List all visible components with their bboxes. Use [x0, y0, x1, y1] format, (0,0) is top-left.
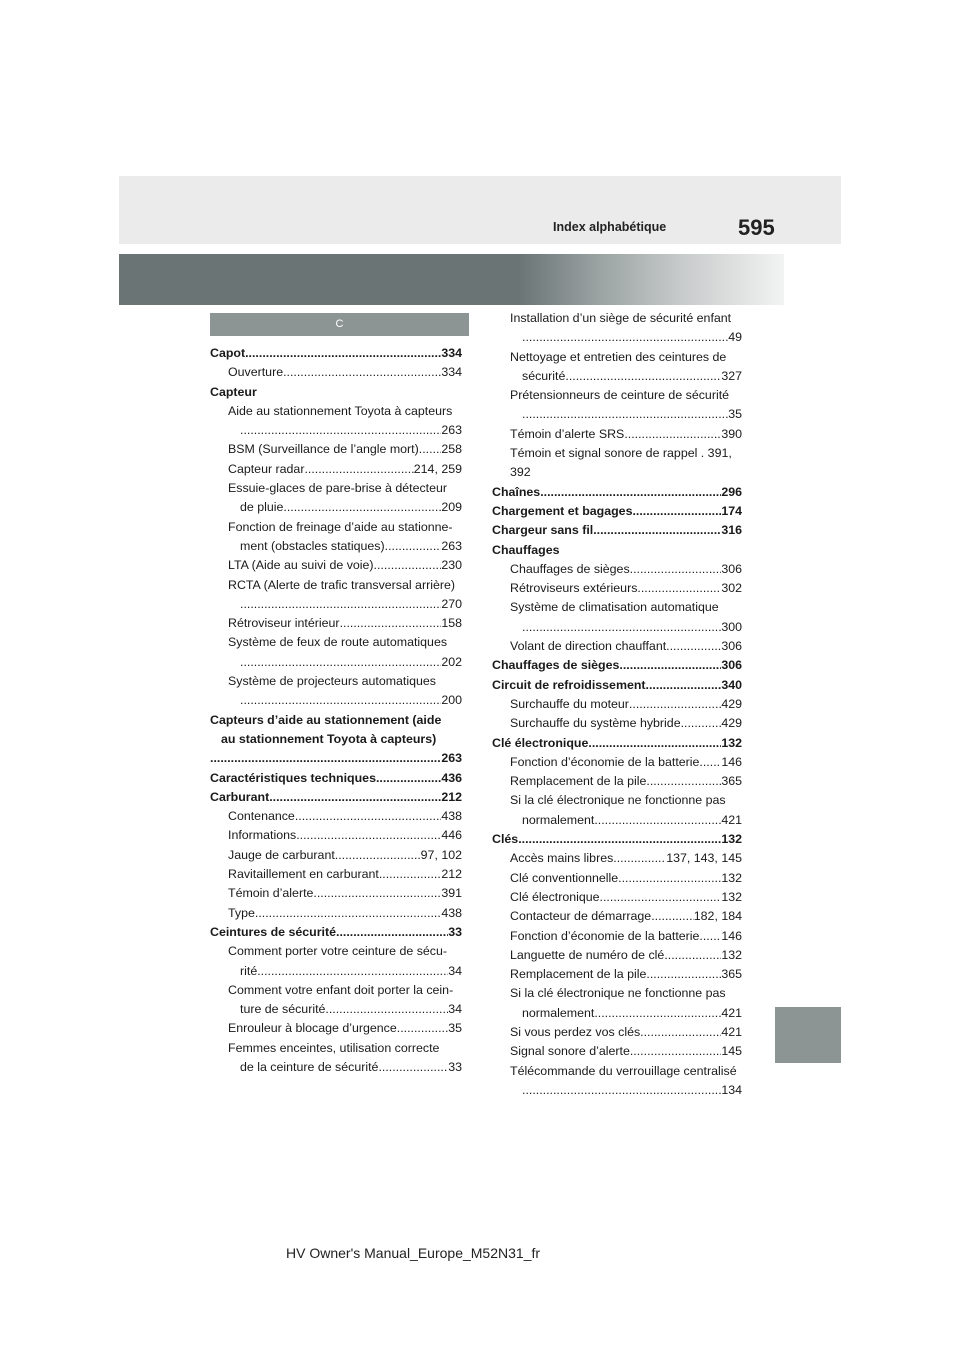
entry-page-ref: 316	[721, 523, 742, 538]
entry-page-ref: 146	[721, 754, 742, 769]
dot-leader	[257, 962, 448, 981]
dot-leader	[419, 440, 442, 459]
index-entry	[492, 984, 742, 1003]
index-entry	[492, 772, 742, 791]
index-entry	[492, 849, 742, 868]
entry-page-ref: 97, 102	[420, 847, 462, 862]
entry-page-ref: 214, 259	[413, 461, 462, 476]
entry-label: Chauffages de sièges	[510, 561, 630, 576]
entry-label: Enrouleur à blocage d’urgence	[228, 1021, 397, 1036]
entry-label: Rétroviseur intérieur	[228, 616, 340, 631]
dot-leader	[699, 927, 721, 946]
dot-leader	[283, 363, 441, 382]
dot-leader	[385, 537, 442, 556]
entry-label: Clé conventionnelle	[510, 870, 619, 885]
entry-label: Type	[228, 905, 255, 920]
entry-label: Rétroviseurs extérieurs	[510, 581, 638, 596]
entry-label: ment (obstacles statiques)	[240, 538, 385, 553]
entry-page-ref: 132	[721, 735, 742, 750]
entry-page-ref: 258	[441, 442, 462, 457]
dot-leader	[376, 769, 441, 788]
index-entry	[210, 498, 462, 517]
entry-label: Si la clé électronique ne fonctionne pas	[510, 986, 726, 1001]
index-column-left	[210, 344, 462, 1077]
dot-leader	[240, 421, 441, 440]
dot-leader	[619, 656, 721, 675]
entry-label: Femmes enceintes, utilisation correcte	[228, 1040, 440, 1055]
dot-leader	[646, 772, 721, 791]
entry-label: Caractéristiques techniques	[210, 770, 376, 785]
index-entry	[492, 463, 742, 482]
entry-label: rité	[240, 963, 258, 978]
dot-leader	[325, 1000, 448, 1019]
section-title: Index alphabétique	[553, 220, 667, 234]
entry-page-ref: 209	[441, 500, 462, 515]
index-entry	[210, 807, 462, 826]
dot-leader	[651, 907, 694, 926]
index-entry	[210, 344, 462, 363]
index-entry	[210, 942, 462, 961]
entry-page-ref: 421	[721, 1024, 742, 1039]
index-entry	[210, 923, 462, 942]
entry-label: Volant de direction chauffant	[510, 639, 667, 654]
entry-page-ref: 49	[728, 330, 742, 345]
entry-page-ref: 300	[721, 619, 742, 634]
entry-page-ref: 34	[448, 963, 462, 978]
index-entry	[210, 402, 462, 421]
dot-leader	[594, 811, 721, 830]
entry-label: Clé électronique	[510, 889, 600, 904]
index-entry	[210, 962, 462, 981]
index-entry	[492, 367, 742, 386]
dot-leader	[565, 367, 721, 386]
entry-page-ref: 132	[721, 947, 742, 962]
entry-label: Signal sonore d’alerte	[510, 1044, 630, 1059]
index-column-right	[492, 309, 742, 1100]
dot-leader	[240, 595, 441, 614]
entry-label: Comment votre enfant doit porter la cein-	[228, 982, 454, 997]
index-entry	[492, 328, 742, 347]
index-entry	[492, 1062, 742, 1081]
entry-label: Fonction d’économie de la batterie	[510, 754, 700, 769]
entry-page-ref: 438	[441, 905, 462, 920]
entry-label: Télécommande du verrouillage centralisé	[510, 1063, 737, 1078]
index-entry	[492, 734, 742, 753]
index-entry	[210, 769, 462, 788]
entry-label: LTA (Aide au suivi de voie)	[228, 558, 374, 573]
entry-label: Essuie-glaces de pare-brise à détecteur	[228, 481, 448, 496]
dot-leader	[340, 614, 442, 633]
index-entry	[210, 826, 462, 845]
index-entry	[492, 386, 742, 405]
entry-page-ref: 146	[721, 928, 742, 943]
entry-page-ref: 33	[448, 924, 462, 939]
index-entry	[210, 556, 462, 575]
dot-leader	[630, 560, 722, 579]
index-entry	[492, 695, 742, 714]
entry-label: Surchauffe du système hybride	[510, 716, 681, 731]
entry-page-ref: 306	[721, 639, 742, 654]
dot-leader	[681, 714, 722, 733]
index-entry	[210, 363, 462, 382]
entry-page-ref: 182, 184	[693, 909, 742, 924]
dot-leader	[522, 328, 728, 347]
dot-leader	[397, 1019, 448, 1038]
index-entry	[492, 888, 742, 907]
dot-leader	[336, 923, 448, 942]
entry-label: Ouverture	[228, 365, 284, 380]
entry-label: 392	[510, 465, 531, 480]
entry-page-ref: 270	[441, 596, 462, 611]
index-entry	[492, 483, 742, 502]
entry-label: de la ceinture de sécurité	[240, 1059, 379, 1074]
index-entry	[210, 653, 462, 672]
entry-label: Remplacement de la pile	[510, 967, 647, 982]
entry-page-ref: 421	[721, 1005, 742, 1020]
index-entry	[492, 1004, 742, 1023]
entry-page-ref: 263	[441, 538, 462, 553]
index-entry	[492, 618, 742, 637]
entry-label: Chaînes	[492, 484, 541, 499]
entry-page-ref: 200	[441, 693, 462, 708]
dot-leader	[295, 807, 441, 826]
index-entry	[492, 309, 742, 328]
entry-label: Capteur radar	[228, 461, 305, 476]
index-entry	[210, 1058, 462, 1077]
index-entry	[492, 1042, 742, 1061]
index-entry	[492, 869, 742, 888]
entry-label: normalement	[522, 812, 595, 827]
entry-page-ref: 145	[721, 1044, 742, 1059]
entry-label: Aide au stationnement Toyota à capteurs	[228, 403, 453, 418]
index-entry	[492, 927, 742, 946]
entry-label: Nettoyage et entretien des ceintures de	[510, 349, 727, 364]
entry-label: Chargeur sans fil	[492, 523, 594, 538]
entry-page-ref: 263	[441, 751, 462, 766]
entry-label: Surchauffe du moteur	[510, 696, 629, 711]
index-entry	[210, 595, 462, 614]
entry-label: Contenance	[228, 809, 295, 824]
dot-leader	[240, 691, 441, 710]
entry-label: Si vous perdez vos clés	[510, 1024, 641, 1039]
index-entry	[492, 425, 742, 444]
dot-leader	[379, 865, 441, 884]
index-entry	[210, 788, 462, 807]
entry-label: Carburant	[210, 789, 270, 804]
index-thumb-tab	[775, 1007, 841, 1063]
index-entry	[492, 714, 742, 733]
index-entry	[210, 614, 462, 633]
index-entry	[492, 598, 742, 617]
entry-page-ref: 390	[721, 426, 742, 441]
entry-label: Capot	[210, 346, 246, 360]
entry-label: Fonction d’économie de la batterie	[510, 928, 700, 943]
dot-leader	[313, 884, 441, 903]
entry-page-ref: 446	[441, 828, 462, 843]
dot-leader	[618, 869, 721, 888]
entry-label: RCTA (Alerte de trafic transversal arrière)	[228, 577, 455, 592]
dot-leader	[588, 734, 721, 753]
index-entry	[210, 576, 462, 595]
entry-page-ref: 296	[721, 484, 742, 499]
index-entry	[492, 965, 742, 984]
index-entry	[492, 907, 742, 926]
entry-label: Témoin et signal sonore de rappel . 391,	[510, 446, 732, 461]
index-entry	[492, 560, 742, 579]
index-entry	[492, 946, 742, 965]
index-entry	[210, 672, 462, 691]
entry-page-ref: 158	[441, 616, 462, 631]
index-entry	[210, 537, 462, 556]
entry-page-ref: 306	[721, 561, 742, 576]
index-entry	[210, 440, 462, 459]
entry-page-ref: 35	[448, 1021, 462, 1036]
entry-label: Si la clé électronique ne fonctionne pas	[510, 793, 726, 808]
entry-page-ref: 212	[441, 789, 462, 804]
index-entry	[210, 730, 462, 749]
index-entry	[492, 444, 742, 463]
dot-leader	[699, 753, 721, 772]
entry-label: au stationnement Toyota à capteurs)	[221, 731, 437, 746]
entry-label: Clé électronique	[492, 735, 589, 750]
dot-leader	[640, 1023, 721, 1042]
entry-page-ref: 391	[441, 886, 462, 901]
index-entry	[210, 846, 462, 865]
dot-leader	[210, 749, 441, 768]
entry-page-ref: 132	[721, 889, 742, 904]
entry-page-ref: 421	[721, 812, 742, 827]
entry-label: Contacteur de démarrage	[510, 909, 652, 924]
entry-label: Système de feux de route automatiques	[228, 635, 448, 650]
entry-label: Chauffages	[492, 542, 560, 557]
dot-leader	[664, 946, 721, 965]
entry-label: Chargement et bagages	[492, 503, 633, 518]
index-entry	[492, 348, 742, 367]
entry-label: Jauge de carburant	[228, 847, 335, 862]
index-entry	[210, 749, 462, 768]
index-entry	[492, 1081, 742, 1100]
index-entry	[492, 656, 742, 675]
entry-page-ref: 132	[721, 832, 742, 847]
entry-label: Comment porter votre ceinture de sécu-	[228, 944, 447, 959]
index-entry	[210, 518, 462, 537]
entry-page-ref: 334	[441, 365, 462, 380]
section-letter: C	[210, 313, 469, 336]
index-entry	[492, 791, 742, 810]
dot-leader	[522, 618, 721, 637]
dot-leader	[378, 1058, 448, 1077]
dot-leader	[522, 405, 728, 424]
entry-page-ref: 35	[728, 407, 742, 422]
dot-leader	[630, 1042, 721, 1061]
dot-leader	[374, 556, 442, 575]
index-entry	[210, 460, 462, 479]
entry-label: Chauffages de sièges	[492, 658, 620, 673]
dot-leader	[518, 830, 721, 849]
entry-label: Système de climatisation automatique	[510, 600, 719, 615]
dot-leader	[335, 846, 421, 865]
entry-label: Ravitaillement en carburant	[228, 867, 379, 882]
index-entry	[492, 811, 742, 830]
index-entry	[492, 502, 742, 521]
dot-leader	[593, 521, 721, 540]
entry-page-ref: 137, 143, 145	[666, 851, 742, 866]
entry-label: Informations	[228, 828, 297, 843]
entry-page-ref: 230	[441, 558, 462, 573]
entry-page-ref: 263	[441, 423, 462, 438]
entry-label: Circuit de refroidissement	[492, 677, 646, 692]
index-entry	[492, 637, 742, 656]
index-entry	[492, 541, 742, 560]
dot-leader	[632, 502, 721, 521]
entry-label: normalement	[522, 1005, 595, 1020]
entry-label: Prétensionneurs de ceinture de sécurité	[510, 388, 730, 403]
entry-page-ref: 174	[721, 503, 742, 518]
index-entry	[210, 865, 462, 884]
dot-leader	[522, 1081, 721, 1100]
dot-leader	[600, 888, 722, 907]
dot-leader	[594, 1004, 721, 1023]
index-entry	[210, 1000, 462, 1019]
dot-leader	[255, 904, 441, 923]
entry-page-ref: 436	[441, 770, 462, 785]
index-entry	[492, 1023, 742, 1042]
title-bar	[119, 254, 784, 305]
index-entry	[210, 633, 462, 652]
entry-page-ref: 202	[441, 654, 462, 669]
dot-leader	[646, 965, 721, 984]
entry-label: Système de projecteurs automatiques	[228, 674, 436, 689]
dot-leader	[245, 344, 441, 363]
entry-page-ref: 34	[448, 1002, 462, 1017]
entry-page-ref: 429	[721, 696, 742, 711]
index-entry	[492, 579, 742, 598]
entry-label: de pluie	[240, 500, 284, 515]
entry-label: ture de sécurité	[240, 1002, 326, 1017]
index-entry	[210, 904, 462, 923]
entry-label: Installation d’un siège de sécurité enfant	[510, 311, 732, 325]
entry-page-ref: 340	[721, 677, 742, 692]
entry-label: Ceintures de sécurité	[210, 924, 337, 939]
dot-leader	[613, 849, 666, 868]
index-entry	[210, 1019, 462, 1038]
entry-page-ref: 365	[721, 774, 742, 789]
dot-leader	[629, 695, 721, 714]
entry-page-ref: 334	[441, 346, 462, 360]
entry-label: BSM (Surveillance de l’angle mort)	[228, 442, 419, 457]
index-entry	[210, 421, 462, 440]
entry-page-ref: 327	[721, 368, 742, 383]
index-entry	[492, 405, 742, 424]
entry-label: Capteurs d’aide au stationnement (aide	[210, 712, 442, 727]
entry-page-ref: 33	[448, 1059, 462, 1074]
dot-leader	[240, 653, 441, 672]
dot-leader	[269, 788, 441, 807]
index-entry	[210, 383, 462, 402]
dot-leader	[646, 676, 722, 695]
index-entry	[210, 711, 462, 730]
dot-leader	[296, 826, 441, 845]
entry-label: Accès mains libres	[510, 851, 614, 866]
dot-leader	[624, 425, 721, 444]
dot-leader	[540, 483, 721, 502]
entry-page-ref: 134	[721, 1082, 742, 1097]
entry-page-ref: 306	[721, 658, 742, 673]
index-entry	[210, 691, 462, 710]
entry-page-ref: 132	[721, 870, 742, 885]
entry-page-ref: 438	[441, 809, 462, 824]
index-entry	[210, 1039, 462, 1058]
entry-label: Témoin d’alerte	[228, 886, 314, 901]
footer-text: HV Owner's Manual_Europe_M52N31_fr	[286, 1245, 541, 1261]
entry-page-ref: 429	[721, 716, 742, 731]
entry-label: Languette de numéro de clé	[510, 947, 665, 962]
index-entry	[210, 884, 462, 903]
entry-label: Capteur	[210, 384, 257, 399]
dot-leader	[304, 460, 413, 479]
dot-leader	[666, 637, 721, 656]
page-number: 595	[738, 215, 775, 240]
index-entry	[492, 521, 742, 540]
index-entry	[492, 753, 742, 772]
header-band	[119, 176, 841, 244]
index-entry	[210, 479, 462, 498]
entry-page-ref: 212	[441, 867, 462, 882]
index-entry	[492, 830, 742, 849]
index-entry	[210, 981, 462, 1000]
entry-label: sécurité	[522, 368, 566, 383]
entry-label: Clés	[492, 832, 519, 847]
entry-label: Fonction de freinage d’aide au stationne-	[228, 519, 453, 534]
dot-leader	[283, 498, 441, 517]
index-entry	[492, 676, 742, 695]
entry-label: Remplacement de la pile	[510, 774, 647, 789]
entry-label: Témoin d’alerte SRS	[510, 426, 625, 441]
entry-page-ref: 365	[721, 967, 742, 982]
dot-leader	[637, 579, 721, 598]
entry-page-ref: 302	[721, 581, 742, 596]
